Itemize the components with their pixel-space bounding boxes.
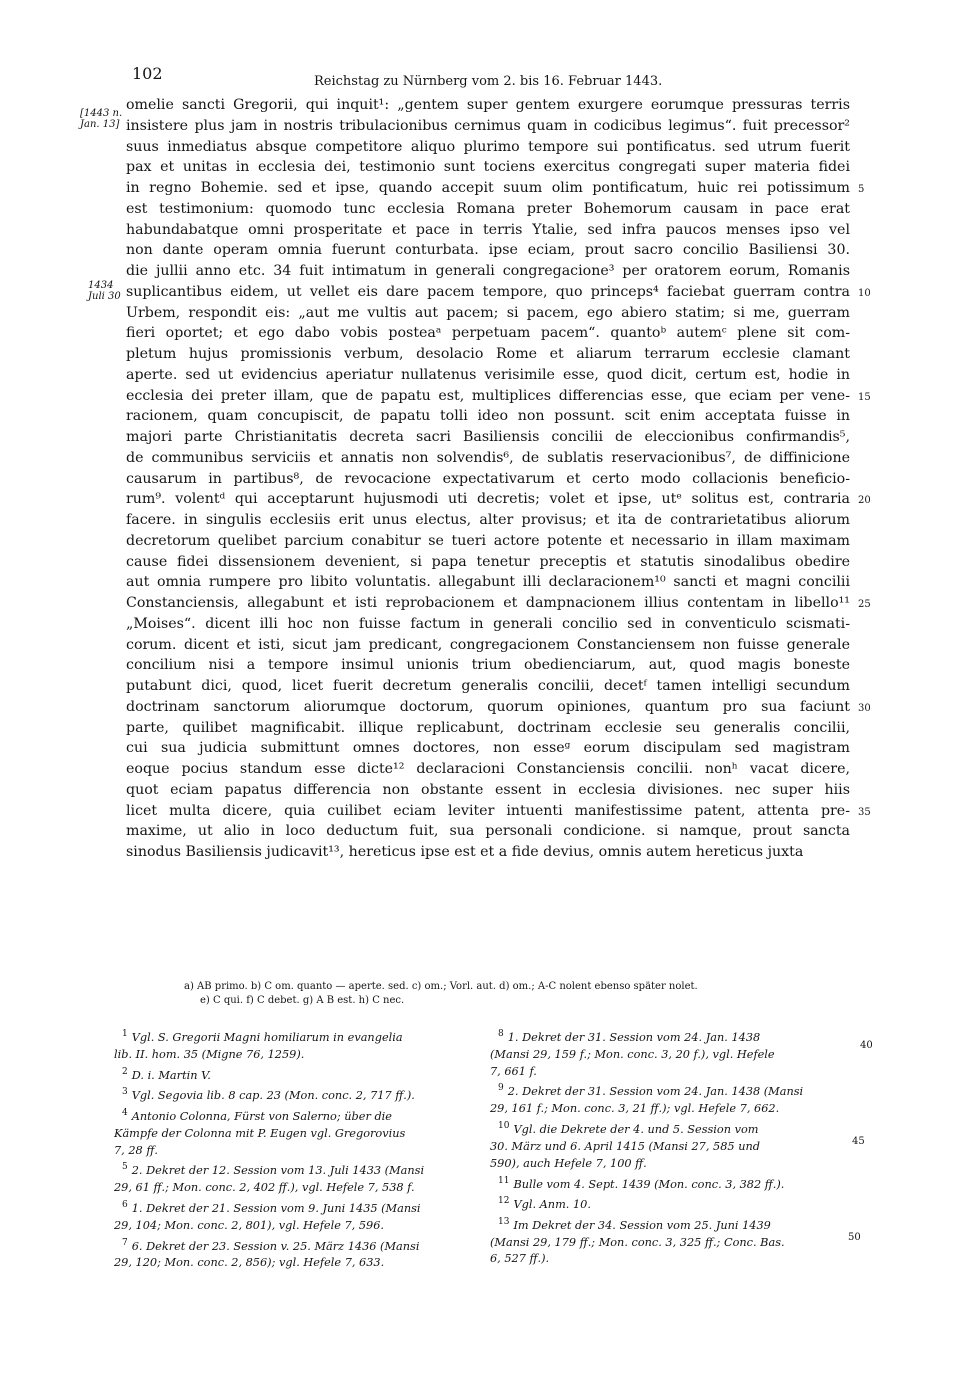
footnote-line — [114, 1105, 474, 1126]
footnote-text: Vgl. Anm. 10. — [513, 1197, 591, 1211]
footnote-line — [490, 1156, 850, 1173]
footnote — [490, 1214, 850, 1268]
footnote-line — [490, 1173, 850, 1194]
text-line: concilium nisi a tempore insimul unionis trium obedienciarum, aut, quod magis boneste — [126, 657, 850, 674]
margin-note-date: 1434 Juli 30 — [88, 280, 121, 302]
text-line: quot eciam papatus differencia non obstante essent in ecclesia divisiones. nec super hiis — [126, 781, 850, 798]
footnote-text: 6. Dekret der 23. Session v. 25. März 1436 (Mansi — [131, 1239, 420, 1253]
text-line: omelie sancti Gregorii, qui inquit¹: „gentem super gentem exurgere eorumque pressuras terris — [126, 97, 850, 113]
footnote-text: Im Dekret der 34. Session vom 25. Juni 1439 — [513, 1218, 771, 1232]
footnote-line-number: 45 — [852, 1136, 865, 1147]
footnote-line — [114, 1143, 474, 1160]
text-line: „Moises“. dicent illi hoc non fuisse factum in generali concilio sed in conventiculo scismati- — [126, 615, 850, 632]
footnote-text: 2. Dekret der 31. Session vom 24. Jan. 1438 (Mansi — [507, 1085, 804, 1099]
footnote — [490, 1193, 850, 1214]
text-line: licet multa dicere, quia cuilibet eciam leviter intuenti manifestissime patent, attenta pre- — [126, 802, 850, 819]
footnote-line — [114, 1126, 474, 1143]
text-line: eoque pocius standum esse dicte¹² declaracioni Constanciensis concilii. nonʰ vacat dicere, — [126, 761, 850, 777]
footnote-text: Kämpfe der Colonna mit P. Eugen vgl. Gregorovius — [114, 1126, 406, 1140]
footnotes-right-column — [490, 1026, 850, 1268]
text-line: pletum hujus promissionis verbum, desolacio Rome et aliarum terrarum ecclesie clamant — [126, 346, 850, 362]
footnote-line-number: 40 — [860, 1040, 873, 1051]
footnote-text: 7, 28 ff. — [114, 1143, 158, 1157]
text-line: racionem, quam concupiscit, de papatu tolli ideo non possunt. scit enim acceptata fuisse in — [126, 408, 850, 425]
text-line: Constanciensis, allegabunt et isti reprobacionem et dampnacionem illius contentam in libello¹¹ — [126, 595, 850, 611]
text-line: suplicantibus eidem, ut vellet eis dare pacem tempore, quo princeps⁴ faciebat guerram contra — [126, 283, 850, 300]
footnote-text: Vgl. S. Gregorii Magni homiliarum in evangelia — [131, 1030, 403, 1044]
footnote-number: 6 — [122, 1199, 128, 1210]
text-line: pax et unitas in ecclesia dei, testimonio sunt tociens exercitus congregati super materia fidei — [126, 159, 850, 176]
footnote-line — [490, 1214, 850, 1235]
line-number: 5 — [858, 184, 865, 195]
text-line: ecclesia dei preter illam, que de papatu est, multiplices differencias esse, que eciam per vene- — [126, 387, 850, 404]
page-number: 102 — [132, 64, 163, 83]
footnote-text: Vgl. Segovia lib. 8 cap. 23 (Mon. conc. 2, 717 ff.). — [131, 1089, 415, 1103]
footnote-line — [490, 1139, 850, 1156]
footnote-number: 10 — [498, 1121, 510, 1132]
footnote-line — [114, 1218, 474, 1235]
footnote-text: Bulle vom 4. Sept. 1439 (Mon. conc. 3, 382 ff.). — [513, 1177, 785, 1191]
line-number: 15 — [858, 391, 871, 403]
variant-line: e) C qui. f) C debet. g) A B est. h) C nec. — [200, 995, 405, 1006]
running-head: Reichstag zu Nürnberg vom 2. bis 16. Februar 1443. — [314, 74, 663, 89]
footnote-line — [490, 1047, 850, 1064]
footnote-text: 29, 104; Mon. conc. 2, 801), vgl. Hefele 7, 596. — [114, 1218, 385, 1232]
text-line: majori parte Christianitatis decreta sacri Basiliensis concilii de eleccionibus confirmandis⁵, — [126, 429, 850, 445]
footnote — [490, 1080, 850, 1118]
line-number: 20 — [858, 495, 871, 507]
footnote — [114, 1197, 474, 1235]
text-line: non dante operam omnia fuerunt conturbata. ipse eciam, prout sacro concilio Basiliensi 30. — [126, 242, 850, 259]
footnote-text: (Mansi 29, 159 f.; Mon. conc. 3, 20 f.), vgl. Hefele — [490, 1047, 775, 1061]
footnote — [114, 1159, 474, 1197]
footnote-line — [490, 1080, 850, 1101]
footnote-line — [490, 1235, 850, 1252]
footnote-number: 1 — [122, 1029, 128, 1039]
footnote-line — [490, 1064, 850, 1081]
text-line: rum⁹. volentᵈ qui acceptarunt hujusmodi uti decretis; volet et ipse, utᵉ solitus est, contraria — [126, 491, 850, 508]
text-line: putabunt dici, quod, licet fuerit decretum generalis concilii, decetᶠ tamen intelligi secundum — [126, 678, 850, 694]
footnote-line — [490, 1026, 850, 1047]
footnote-text: Vgl. die Dekrete der 4. und 5. Session vom — [513, 1122, 759, 1136]
text-line: decretorum quelibet parcium conabitur se tueri actore potente et necessario in illam maximam — [126, 532, 850, 549]
footnote — [114, 1105, 474, 1159]
text-line: corum. dicent et isti, sicut jam predicant, congregacionem Constanciensem non fuisse generale — [126, 636, 850, 653]
footnote-text: 29, 61 ff.; Mon. conc. 2, 402 ff.), vgl. Hefele 7, 538 f. — [114, 1181, 415, 1195]
footnote-number: 5 — [122, 1162, 128, 1173]
footnote — [114, 1026, 474, 1064]
footnote — [114, 1084, 474, 1105]
footnote-line-number: 50 — [848, 1232, 861, 1243]
footnote — [490, 1026, 850, 1080]
footnote-text: 590), auch Hefele 7, 100 ff. — [490, 1156, 647, 1170]
line-number: 35 — [858, 806, 871, 818]
footnote-line — [490, 1118, 850, 1139]
variant-line: a) AB primo. b) C om. quanto — aperte. sed. c) om.; Vorl. aut. d) om.; A-C nolent ebenso später nolet. — [184, 981, 698, 992]
footnote-text: D. i. Martin V. — [131, 1068, 211, 1082]
footnote — [114, 1235, 474, 1273]
footnote-text: (Mansi 29, 179 ff.; Mon. conc. 3, 325 ff.; Conc. Bas. — [490, 1235, 785, 1249]
footnote-number: 11 — [498, 1175, 510, 1186]
text-line: aut omnia rumpere pro libito voluntatis. allegabunt illi declaracionem¹⁰ sancti et magni concilii — [126, 574, 850, 591]
footnote-line — [114, 1026, 474, 1047]
footnote-line — [490, 1251, 850, 1268]
footnote-line — [114, 1197, 474, 1218]
footnote-line — [114, 1235, 474, 1256]
footnote — [114, 1064, 474, 1085]
footnote-number: 13 — [498, 1216, 510, 1227]
footnotes-left-column — [114, 1026, 474, 1272]
main-text — [126, 95, 850, 863]
footnote-line — [114, 1159, 474, 1180]
footnote — [490, 1118, 850, 1172]
footnote-text: 1. Dekret der 21. Session vom 9. Juni 1435 (Mansi — [131, 1201, 421, 1215]
footnote-line — [114, 1255, 474, 1272]
footnote-number: 8 — [498, 1029, 504, 1039]
footnote-number: 7 — [122, 1237, 128, 1248]
text-line: est testimonium: quomodo tunc ecclesia Romana preter Bohemorum causam in pace erat — [126, 200, 850, 217]
footnote-text: 29, 161 f.; Mon. conc. 3, 21 ff.); vgl. Hefele 7, 662. — [490, 1102, 780, 1116]
footnote-number: 2 — [122, 1066, 128, 1077]
text-line: habundabatque omni prosperitate et pace in terris Ytalie, sed infra paucos menses ipso vel — [126, 221, 850, 238]
text-line: maxime, ut alio in loco deductum fuit, sua personali condicione. si namque, prout sancta — [126, 823, 850, 840]
footnote-line — [490, 1101, 850, 1118]
footnote-number: 4 — [122, 1107, 128, 1118]
footnote-text: 6, 527 ff.). — [490, 1252, 550, 1266]
text-line: doctrinam sanctorum aliorumque doctorum, quorum opiniones, quantum pro sua faciunt — [126, 698, 850, 715]
footnote-line — [490, 1193, 850, 1214]
text-line: in regno Bohemie. sed et ipse, quando accepit suum olim pontificatum, huic rei potissimum — [126, 180, 850, 196]
text-line: suus inmediatus absque competitore aliquo plurimo tempore sui pontificatus. sed utrum fuerit — [126, 138, 850, 155]
text-line: sinodus Basiliensis judicavit¹³, hereticus ipse est et a fide devius, omnis autem hereticus juxta — [126, 844, 804, 860]
line-number: 10 — [858, 287, 871, 299]
footnote-number: 9 — [498, 1083, 504, 1094]
line-number: 25 — [858, 599, 871, 610]
text-line: insistere plus jam in nostris tribulacionibus cernimus quam in codicibus legimus“. fuit precessor² — [126, 117, 850, 134]
text-line: fieri oportet; et ego dabo vobis posteaᵃ perpetuam pacem“. quantoᵇ autemᶜ plene sit com- — [126, 325, 850, 342]
text-line: cui sua judicia submittunt omnes doctores, non esseᵍ eorum discipulam sed magistram — [126, 740, 850, 757]
footnote-text: 29, 120; Mon. conc. 2, 856); vgl. Hefele 7, 633. — [114, 1256, 385, 1270]
footnote-text: lib. II. hom. 35 (Migne 76, 1259). — [114, 1047, 305, 1061]
variant-apparatus — [184, 980, 864, 1008]
text-line: Urbem, respondit eis: „aut me vultis aut pacem; si pacem, ego abiero statim; si me, guerram — [126, 304, 850, 321]
text-line: cause fidei dissensionem devenient, si papa tenetur preceptis et statutis sinodalibus obedire — [126, 553, 850, 570]
text-line: die jullii anno etc. 34 fuit intimatum in generali congregacione³ per oratorem eorum, Romanis — [126, 263, 850, 279]
footnote-text: 30. März und 6. April 1415 (Mansi 27, 585 und — [490, 1139, 760, 1153]
footnote-number: 12 — [498, 1196, 510, 1207]
margin-note-date: [1443 n. Jan. 13] — [80, 108, 123, 130]
text-line: causarum in partibus⁸, de revocacione expectativarum et certo modo collacionis beneficio- — [126, 470, 850, 487]
footnote-line — [114, 1064, 474, 1085]
footnote-number: 3 — [122, 1087, 128, 1098]
footnote-line — [114, 1084, 474, 1105]
text-line: facere. in singulis ecclesiis erit unus electus, alter provisus; et ita de contrarietatibus aliorum — [126, 512, 850, 528]
text-line: aperte. sed ut evidencius aperiatur nullatenus verisimile esse, quod dicit, certum est, hodie in — [126, 366, 850, 383]
footnote-line — [114, 1047, 474, 1064]
line-number: 30 — [858, 702, 871, 714]
footnote-line — [114, 1180, 474, 1197]
footnote-text: Antonio Colonna, Fürst von Salerno; über die — [131, 1109, 392, 1123]
footnote-text: 2. Dekret der 12. Session vom 13. Juli 1433 (Mansi — [131, 1164, 425, 1178]
text-line: parte, quilibet magnificabit. illique replicabunt, doctrinam ecclesie seu generalis concilii, — [126, 719, 850, 736]
footnote-text: 1. Dekret der 31. Session vom 24. Jan. 1438 — [507, 1030, 761, 1044]
text-line: de communibus serviciis et annatis non solvendis⁶, de sublatis reservacionibus⁷, de diffinicione — [126, 449, 850, 466]
footnote-text: 7, 661 f. — [490, 1064, 537, 1078]
footnote — [490, 1173, 850, 1194]
